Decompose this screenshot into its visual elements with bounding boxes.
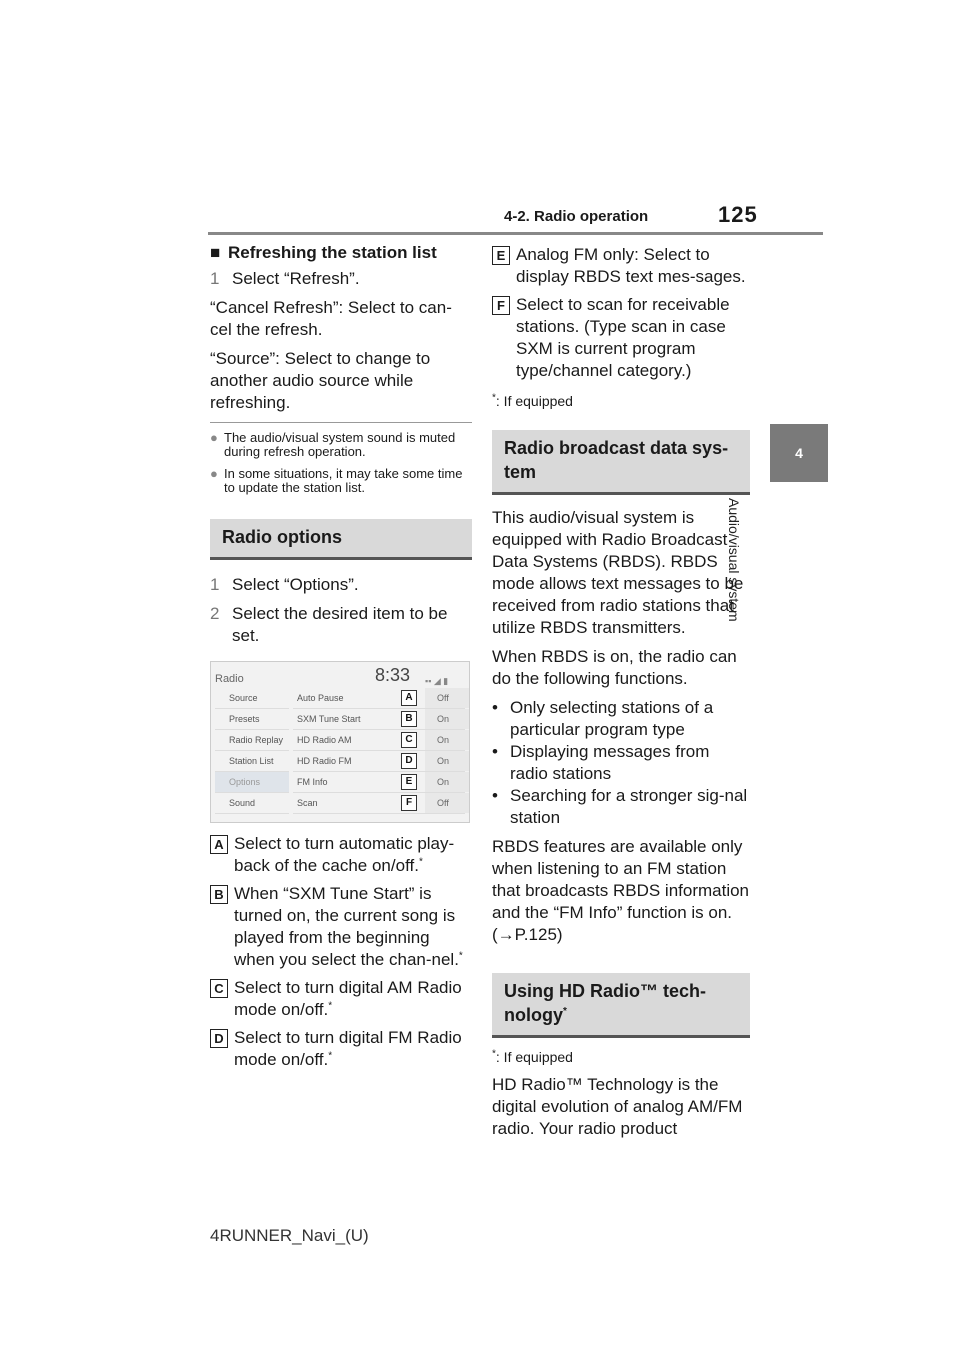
- option-row-fm-info[interactable]: [293, 772, 465, 793]
- option-toggle[interactable]: On: [425, 772, 470, 792]
- rbds-paragraph: This audio/visual system is equipped with Radio Broadcast Data Systems (RBDS). RBDS mode allows text messages to be received from radio stations that utilize RBDS transmitters.: [492, 508, 744, 637]
- screen-menu: [215, 688, 289, 814]
- status-icons: ▪▪ ◢ ▮: [425, 676, 449, 686]
- note-text: In some situations, it may take some time to update the station list.: [224, 466, 463, 495]
- hd-heading-text: Using HD Radio™ tech-nology: [504, 981, 707, 1025]
- rbds-bullet: [492, 785, 750, 829]
- option-label: FM Info: [297, 777, 328, 787]
- asterisk: *: [418, 856, 423, 868]
- label-b-item: [210, 883, 472, 971]
- footer-model: 4RUNNER_Navi_(U): [210, 1226, 369, 1245]
- cancel-refresh-text: “Cancel Refresh”: Select to can-cel the refresh.: [210, 298, 452, 339]
- refresh-heading: [210, 242, 472, 264]
- callout-tag: C: [401, 732, 417, 748]
- callout-tag: D: [401, 753, 417, 769]
- chapter-tab: 4: [770, 424, 828, 482]
- bullet-text: Displaying messages from radio stations: [510, 742, 710, 783]
- footnote: [492, 1046, 750, 1068]
- option-toggle[interactable]: On: [425, 751, 470, 771]
- label-box: B: [210, 885, 228, 904]
- rbds-heading: Radio broadcast data sys-tem: [492, 430, 750, 495]
- bullet-text: Searching for a stronger sig-nal station: [510, 786, 748, 827]
- source-text: “Source”: Select to change to another audio source while refreshing.: [210, 349, 431, 412]
- section-title: 4-2. Radio operation: [504, 208, 649, 225]
- options-list: [293, 688, 465, 814]
- rbds-bullet: [492, 697, 750, 741]
- option-row-hd-radio-am[interactable]: [293, 730, 465, 751]
- asterisk: *: [328, 1000, 333, 1012]
- rbds-paragraph: When RBDS is on, the radio can do the following functions.: [492, 647, 737, 688]
- options-step: [210, 574, 472, 596]
- option-label: Scan: [297, 798, 318, 808]
- hd-radio-heading: [492, 973, 750, 1038]
- label-box: C: [210, 979, 228, 998]
- menu-item-radio-replay[interactable]: Radio Replay: [215, 730, 289, 751]
- label-e-item: [492, 244, 750, 288]
- menu-item-options[interactable]: Options: [215, 772, 289, 793]
- asterisk: *: [328, 1050, 333, 1062]
- chapter-label: Audio/visual system: [726, 498, 742, 622]
- callout-tag: F: [401, 795, 417, 811]
- label-box: A: [210, 835, 228, 854]
- option-toggle[interactable]: On: [425, 730, 470, 750]
- bullet-icon: •: [492, 742, 498, 761]
- asterisk: *: [492, 392, 496, 404]
- label-text: Select to scan for receivable stations. (Type scan in case SXM is current program type/channel category.): [516, 295, 730, 380]
- option-toggle[interactable]: Off: [425, 688, 470, 708]
- screen-title: Radio: [215, 673, 244, 685]
- hd-paragraph: HD Radio™ Technology is the digital evolution of analog AM/FM radio. Your radio product: [492, 1075, 743, 1138]
- step-number: 1: [210, 575, 220, 594]
- option-toggle[interactable]: Off: [425, 793, 470, 813]
- square-bullet-icon: ■: [210, 243, 221, 262]
- label-box: D: [210, 1029, 228, 1048]
- right-column: [492, 244, 750, 1147]
- option-label: HD Radio AM: [297, 735, 352, 745]
- asterisk: *: [492, 1048, 496, 1060]
- note-dot-icon: ●: [210, 466, 218, 481]
- note-item: [210, 431, 472, 459]
- note-dot-icon: ●: [210, 430, 218, 445]
- footnote: [492, 390, 750, 412]
- rbds-paragraph: RBDS features are available only when listening to an FM station that broadcasts RBDS information and the “FM Info” function is on. (→P.125): [492, 837, 750, 944]
- label-text: Analog FM only: Select to display RBDS text mes-sages.: [516, 245, 746, 286]
- option-toggle[interactable]: On: [425, 709, 470, 729]
- option-row-sxm-tune-start[interactable]: [293, 709, 465, 730]
- label-c-item: [210, 977, 472, 1021]
- option-label: HD Radio FM: [297, 756, 352, 766]
- header-rule: [208, 232, 823, 235]
- footnote-text: : If equipped: [495, 393, 573, 409]
- callout-tag: E: [401, 774, 417, 790]
- label-box: E: [492, 246, 510, 265]
- option-label: SXM Tune Start: [297, 714, 361, 724]
- callout-tag: A: [401, 690, 417, 706]
- option-label: Auto Pause: [297, 693, 344, 703]
- option-row-auto-pause[interactable]: [293, 688, 465, 709]
- bullet-icon: •: [492, 698, 498, 717]
- label-text: Select to turn automatic play-back of the cache on/off.: [234, 834, 455, 875]
- step-number: 2: [210, 604, 220, 623]
- radio-options-heading: Radio options: [210, 519, 472, 560]
- refresh-heading-text: Refreshing the station list: [228, 243, 437, 262]
- label-f-item: [492, 294, 750, 382]
- bullet-text: Only selecting stations of a particular program type: [510, 698, 714, 739]
- menu-item-sound[interactable]: Sound: [215, 793, 289, 814]
- step-text: Select “Options”.: [232, 575, 359, 594]
- label-text: When “SXM Tune Start” is turned on, the current song is played from the beginning when you select the chan-nel.: [234, 884, 459, 969]
- label-a-item: [210, 833, 472, 877]
- rbds-bullet: [492, 741, 750, 785]
- step-number: 1: [210, 269, 220, 288]
- option-row-scan[interactable]: [293, 793, 465, 814]
- label-text: Select to turn digital AM Radio mode on/off.: [234, 978, 462, 1019]
- left-column: [210, 242, 472, 1077]
- asterisk: *: [458, 950, 463, 962]
- refresh-step: [210, 268, 472, 290]
- radio-options-screen: [210, 661, 470, 823]
- asterisk: *: [563, 1006, 567, 1017]
- step-text: Select the desired item to be set.: [232, 604, 448, 645]
- bullet-icon: •: [492, 786, 498, 805]
- label-d-item: [210, 1027, 472, 1071]
- note-divider: [210, 422, 472, 423]
- step-text: Select “Refresh”.: [232, 269, 360, 288]
- label-text: Select to turn digital FM Radio mode on/off.: [234, 1028, 462, 1069]
- footnote-text: : If equipped: [495, 1049, 573, 1065]
- callout-tag: B: [401, 711, 417, 727]
- screen-time: 8:33: [375, 665, 411, 685]
- menu-item-station-list[interactable]: Station List: [215, 751, 289, 772]
- menu-item-source[interactable]: Source: [215, 688, 289, 709]
- menu-item-presets[interactable]: Presets: [215, 709, 289, 730]
- note-text: The audio/visual system sound is muted during refresh operation.: [224, 430, 456, 459]
- label-box: F: [492, 296, 510, 315]
- page-number: 125: [718, 202, 758, 227]
- option-row-hd-radio-fm[interactable]: [293, 751, 465, 772]
- note-item: [210, 467, 472, 495]
- options-step: [210, 603, 472, 647]
